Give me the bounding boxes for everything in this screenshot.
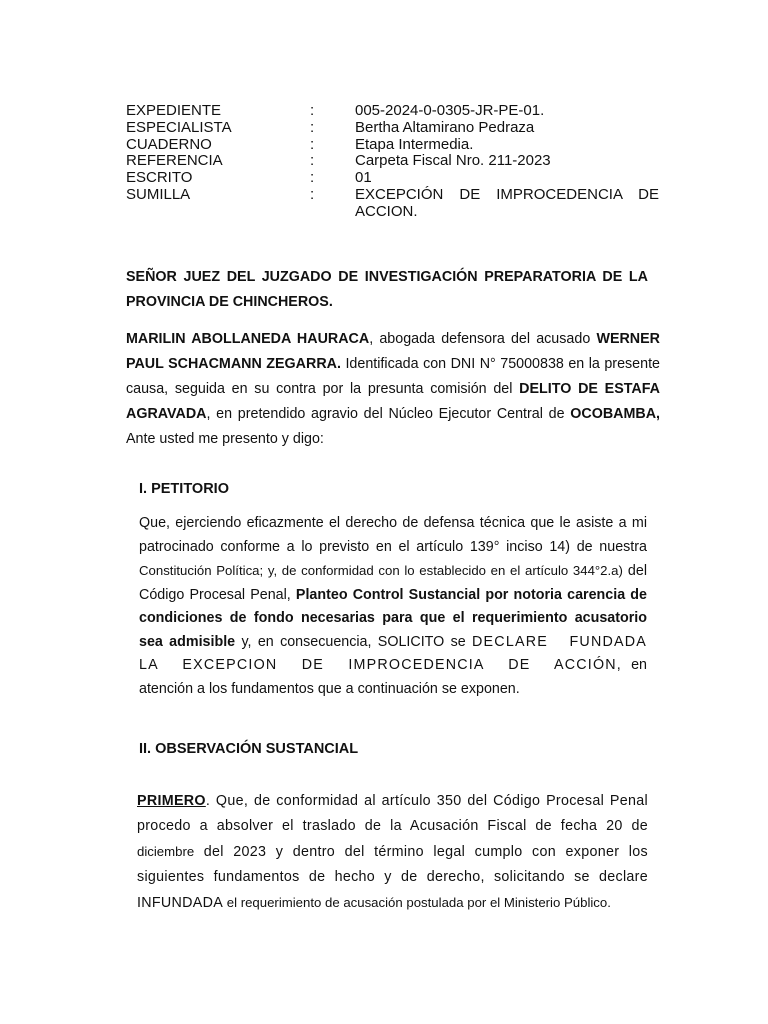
petitorio-bold-request: Planteo Control Sustancial por notoria carencia de condiciones de fondo necesarias para que el requerimiento acusatorio sea admisible — [139, 586, 647, 650]
header-value: EXCEPCIÓN DE IMPROCEDENCIA DE ACCION. — [355, 185, 659, 220]
header-row-escrito — [126, 170, 666, 187]
header-row-referencia — [126, 153, 666, 170]
place-name: OCOBAMBA, — [570, 406, 660, 422]
header-colon: : — [310, 152, 315, 170]
header-label: REFERENCIA — [126, 152, 223, 170]
lawyer-name: MARILIN ABOLLANEDA HAURACA — [126, 331, 370, 347]
section-heading-observacion: II. OBSERVACIÓN SUSTANCIAL — [139, 741, 359, 757]
header-row-expediente — [126, 103, 666, 120]
section-heading-petitorio: I. PETITORIO — [139, 481, 229, 497]
header-value: Bertha Altamirano Pedraza — [355, 118, 535, 136]
intro-text: , en pretendido agravio del Núcleo Ejecutor Central de — [206, 406, 571, 422]
header-colon: : — [310, 169, 315, 187]
intro-text: Identificada con DNI N° 75000838 en la presente causa, seguida en su contra por la presunta comisión del — [126, 356, 660, 397]
header-label: SUMILLA — [126, 185, 191, 203]
judge-address: SEÑOR JUEZ DEL JUZGADO DE INVESTIGACIÓN PREPARATORIA DE LA PROVINCIA DE CHINCHEROS. — [126, 269, 648, 310]
header-row-sumilla — [126, 187, 666, 221]
intro-text: , abogada defensora del acusado — [369, 331, 597, 347]
petitorio-text: y, en consecuencia, SOLICITO se — [235, 633, 473, 650]
crime-name: DELITO DE ESTAFA AGRAVADA — [126, 381, 660, 422]
header-label: CUADERNO — [126, 135, 212, 153]
intro-paragraph — [126, 327, 660, 452]
header-colon: : — [310, 185, 315, 203]
header-colon: : — [310, 102, 315, 119]
primero-text: el requerimiento de acusación postulada por el Ministerio Público. — [223, 895, 611, 910]
header-row-especialista — [126, 120, 666, 137]
case-header — [126, 103, 666, 221]
header-value: 005-2024-0-0305-JR-PE-01. — [355, 102, 545, 119]
primero-text: . Que, de conformidad al artículo 350 del Código Procesal Penal procedo a absolver el traslado de la Acusación Fiscal de fecha 20 de — [137, 793, 648, 834]
petitorio-paragraph — [139, 512, 647, 701]
primero-text: del 2023 y dentro del término legal cumplo con exponer los siguientes fundamentos de hecho y de derecho, solicitando se declare — [137, 844, 648, 885]
petitorio-text: Que, ejerciendo eficazmente el derecho de defensa técnica que le asiste a mi patrocinado conforme a lo previsto en el artículo 139° inciso 14) de nuestra — [139, 515, 647, 555]
header-value: 01 — [355, 169, 372, 187]
header-value: Etapa Intermedia. — [355, 135, 474, 153]
accused-name: WERNER PAUL SCHACMANN ZEGARRA. — [126, 331, 660, 372]
header-label: EXPEDIENTE — [126, 102, 222, 119]
primero-text: diciembre — [137, 844, 195, 859]
header-value: Carpeta Fiscal Nro. 211-2023 — [355, 152, 551, 170]
primero-text: INFUNDADA — [137, 895, 224, 911]
petitorio-text: en atención a los fundamentos que a continuación se exponen. — [139, 657, 648, 697]
petitorio-text: Constitución Política; y, de conformidad con lo establecido en el artículo 344°2.a) — [139, 563, 623, 578]
primero-label: PRIMERO — [137, 793, 206, 809]
header-label: ESCRITO — [126, 169, 193, 187]
header-colon: : — [310, 135, 315, 153]
petitorio-declaration: DECLARE FUNDADA LA EXCEPCION DE IMPROCEDENCIA DE ACCIÓN, — [139, 633, 647, 673]
header-row-cuaderno — [126, 137, 666, 154]
intro-text: Ante usted me presento y digo: — [126, 431, 324, 447]
primero-paragraph — [137, 789, 648, 916]
header-colon: : — [310, 118, 315, 136]
header-label: ESPECIALISTA — [126, 118, 232, 136]
petitorio-text: del Código Procesal Penal, — [139, 563, 647, 603]
